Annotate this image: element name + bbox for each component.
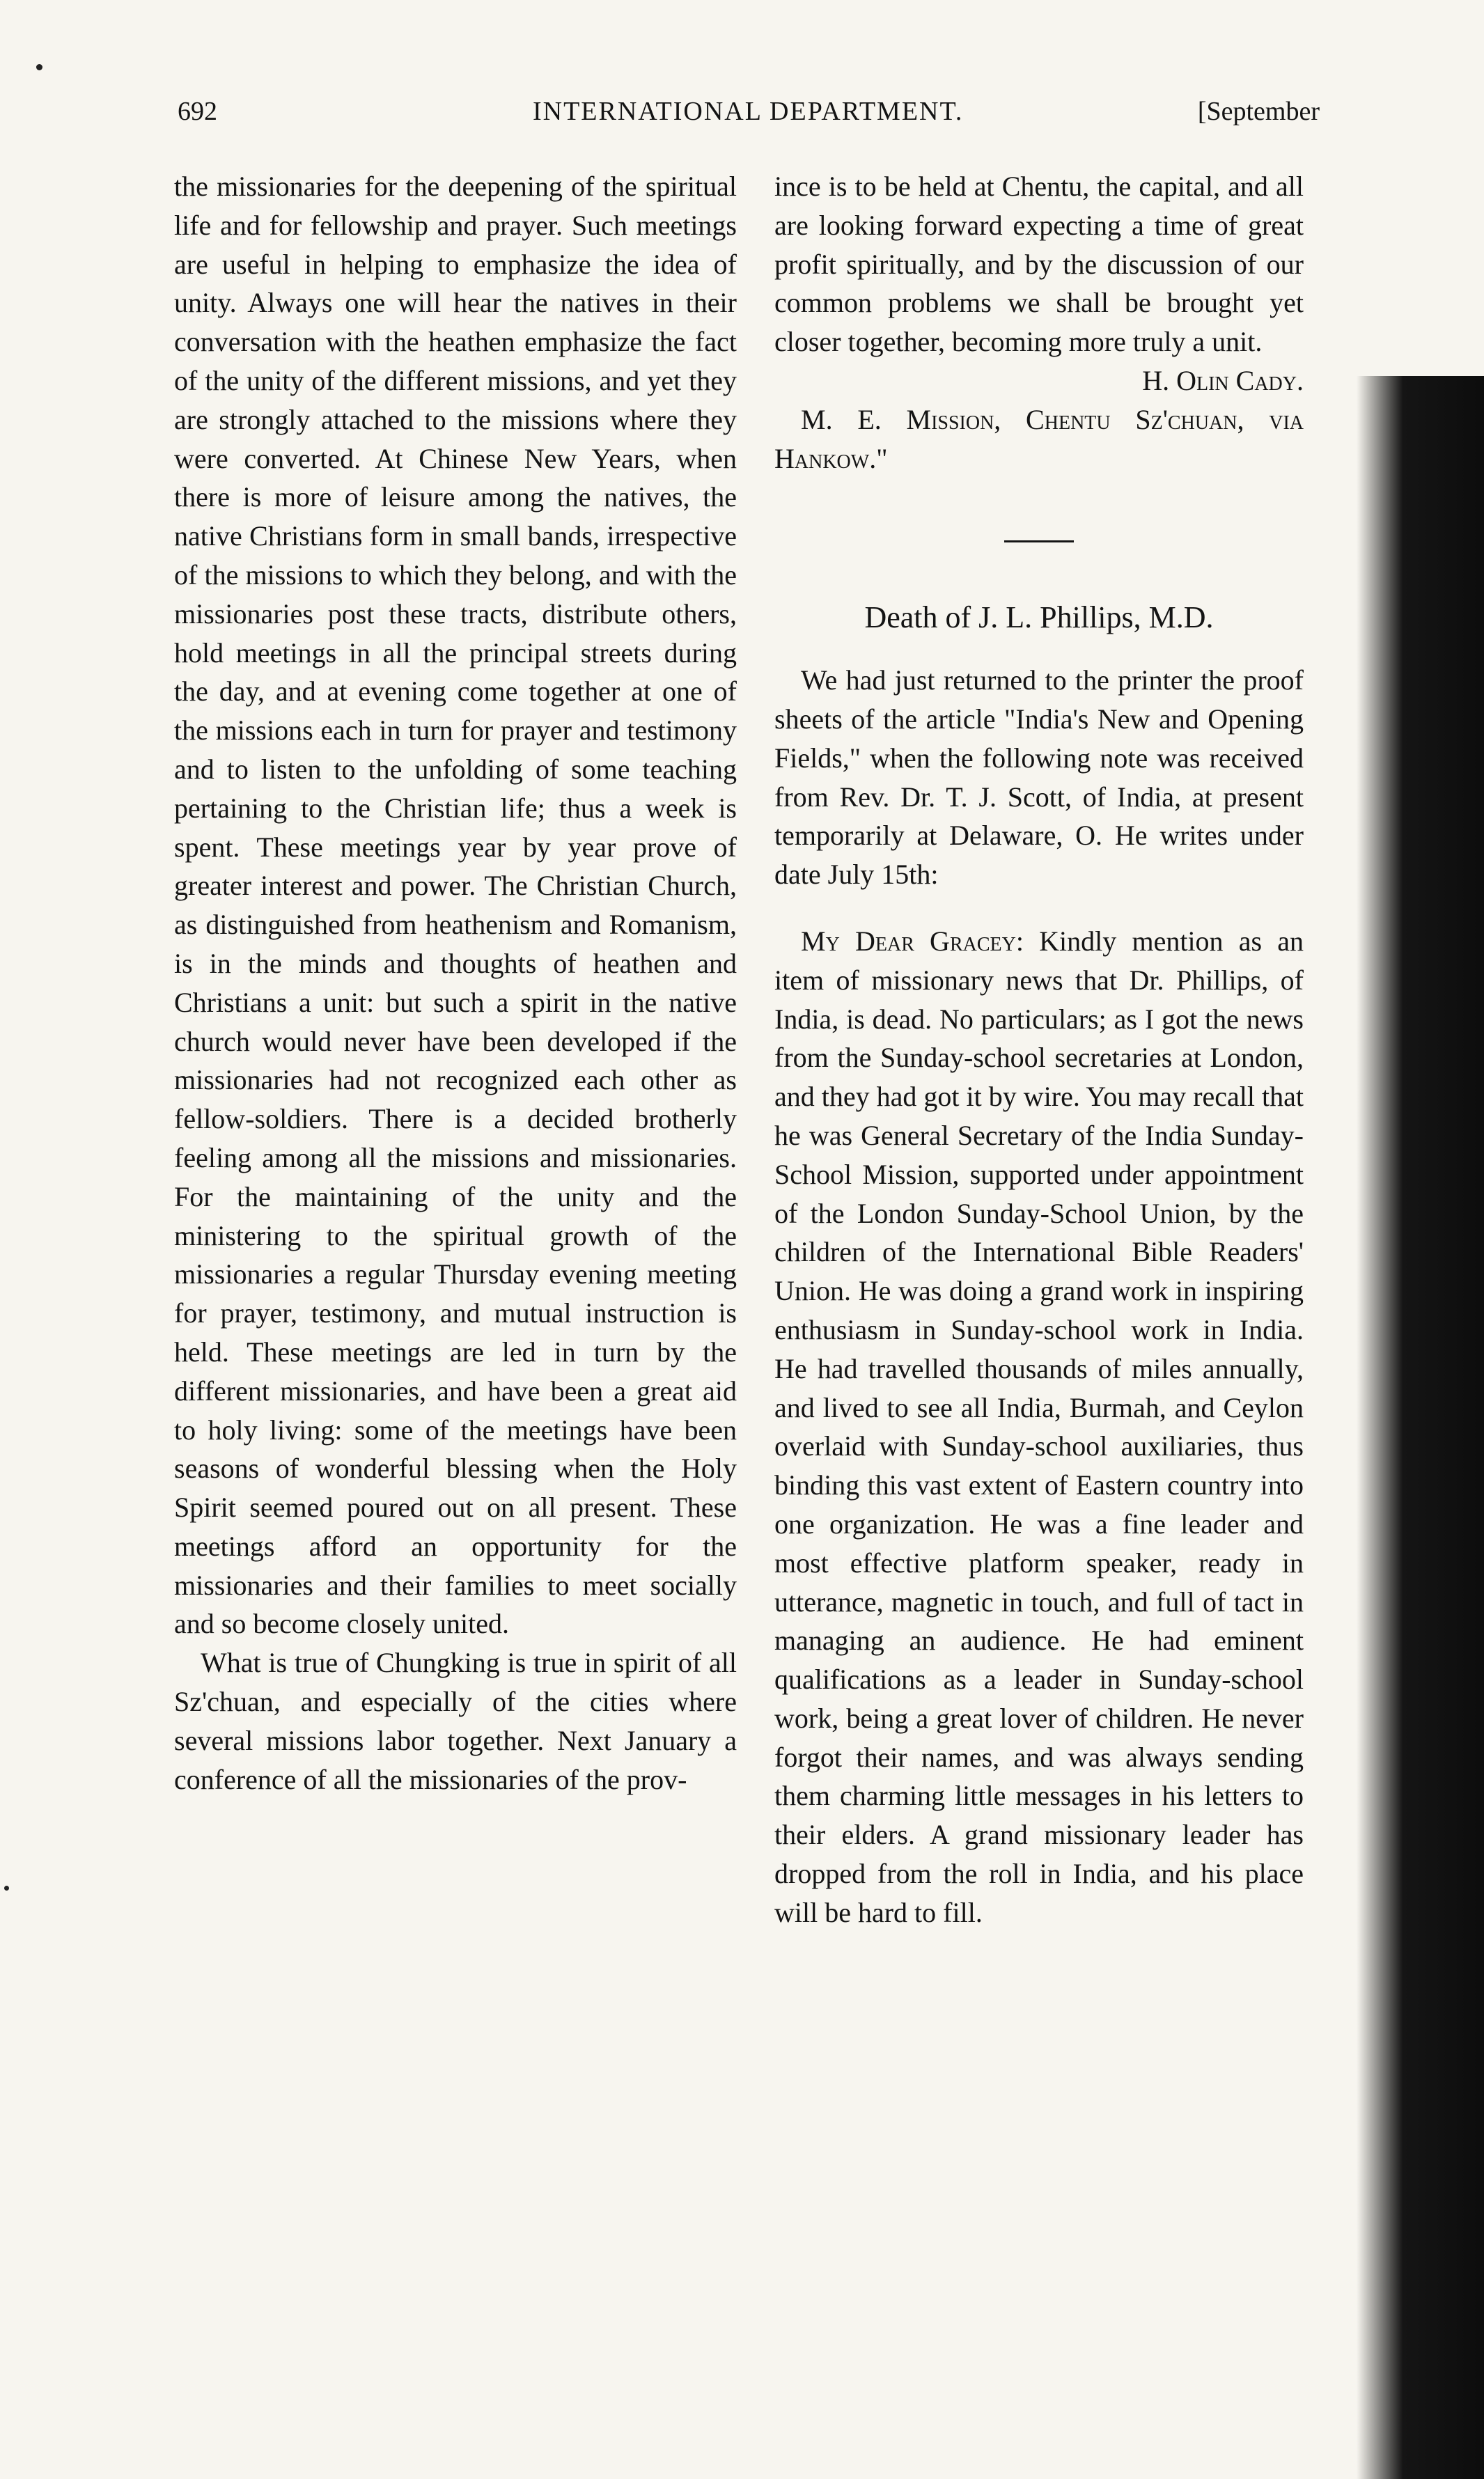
article-intro: We had just returned to the printer the proof sheets of the article "India's New and Opening Fields," when the following note was received from Rev. Dr. T. J. Scott, of India, at present temporarily at Delaware, O. He writes under date July 15th: — [774, 664, 1304, 891]
letter-text: Kindly mention as an item of missionary news that Dr. Phillips, of India, is dead. No particulars; as I got the news from the Sunday-school secretaries at London, and they had got it by wire. You may recall that he was General Secretary of the India Sunday-School Mission, supported under appointment of the London Sunday-School Union, by the children of the International Bible Readers' Union. He was doing a grand work in inspiring enthusiasm in Sunday-school work in India. He had travelled thousands of miles annually, and lived to see all India, Burmah, and Ceylon overlaid with Sunday-school auxiliaries, thus binding this vast extent of Eastern country into one organization. He was a fine leader and most effective platform speaker, ready in utterance, magnetic in touch, and full of tact in managing an audience. He had eminent qualifications as a leader in Sunday-school work, being a great lover of children. He never forgot their names, and was always sending them charming little messages in his letters to their elders. A grand missionary leader has dropped from the roll in India, and his place will be hard to fill. — [774, 925, 1304, 1928]
left-paragraph-chungking: What is true of Chungking is true in spirit of all Sz'chuan, and especially of the cities where several missions labor together. Next January a conference of all the missionaries of the prov- — [174, 1647, 737, 1795]
right-column — [774, 167, 1304, 1932]
running-head: INTERNATIONAL DEPARTMENT. — [533, 97, 964, 126]
scan-speck — [4, 1886, 9, 1891]
right-paragraph-continued: ince is to be held at Chentu, the capital, and all are looking forward expecting a time of great profit spiritually, and by the discussion of our common problems we shall be brought yet closer together, becoming more truly a unit. — [774, 171, 1304, 358]
letter-salutation: My Dear Gracey: — [801, 925, 1024, 957]
page-number: 692 — [178, 97, 217, 126]
header-month: [September — [1197, 97, 1320, 126]
page-shadow-edge — [1357, 376, 1484, 2479]
article-title: Death of J. L. Phillips, M.D. — [864, 600, 1214, 635]
scan-speck — [36, 64, 42, 70]
paragraph-gap — [774, 894, 1304, 922]
address-line: M. E. Mission, Chentu Sz'chuan, via Hankow." — [774, 403, 1304, 474]
section-divider — [1004, 540, 1074, 542]
page-header — [178, 96, 1320, 138]
letter-body — [774, 922, 1304, 1932]
signature: H. Olin Cady. — [1142, 364, 1304, 396]
left-paragraph-continued: the missionaries for the deepening of the spiritual life and for fellowship and prayer. Such meetings are useful in helping to emphasize the idea of unity. Always one will hear the natives in their conversation with the heathen emphasize the fact of the unity of the different missions, and yet they are strongly attached to the missions where they were converted. At Chinese New Years, when there is more of leisure among the natives, the native Christians form in small bands, irrespective of the missions to which they belong, and with the missionaries post these tracts, distribute others, hold meetings in all the principal streets during the day, and at evening come together at one of the missions each in turn for prayer and testimony and to listen to the unfolding of some teaching pertaining to the Christian life; thus a week is spent. These meetings year by year prove of greater interest and power. The Christian Church, as distinguished from heathenism and Romanism, is in the minds and thoughts of heathen and Christians a unit: but such a spirit in the native church would never have been developed if the missionaries had not recognized each other as fellow-soldiers. There is a decided brotherly feeling among all the missions and missionaries. For the maintaining of the unity and the ministering to the spiritual growth of the missionaries a regular Thursday evening meeting for prayer, testimony, and mutual instruction is held. These meetings are led in turn by the different missionaries, and have been a great aid to holy living: some of the meetings have been seasons of wonderful blessing when the Holy Spirit seemed poured out on all present. These meetings afford an opportunity for the missionaries and their families to meet socially and so become closely united. — [174, 171, 737, 1640]
left-column — [174, 167, 737, 1799]
